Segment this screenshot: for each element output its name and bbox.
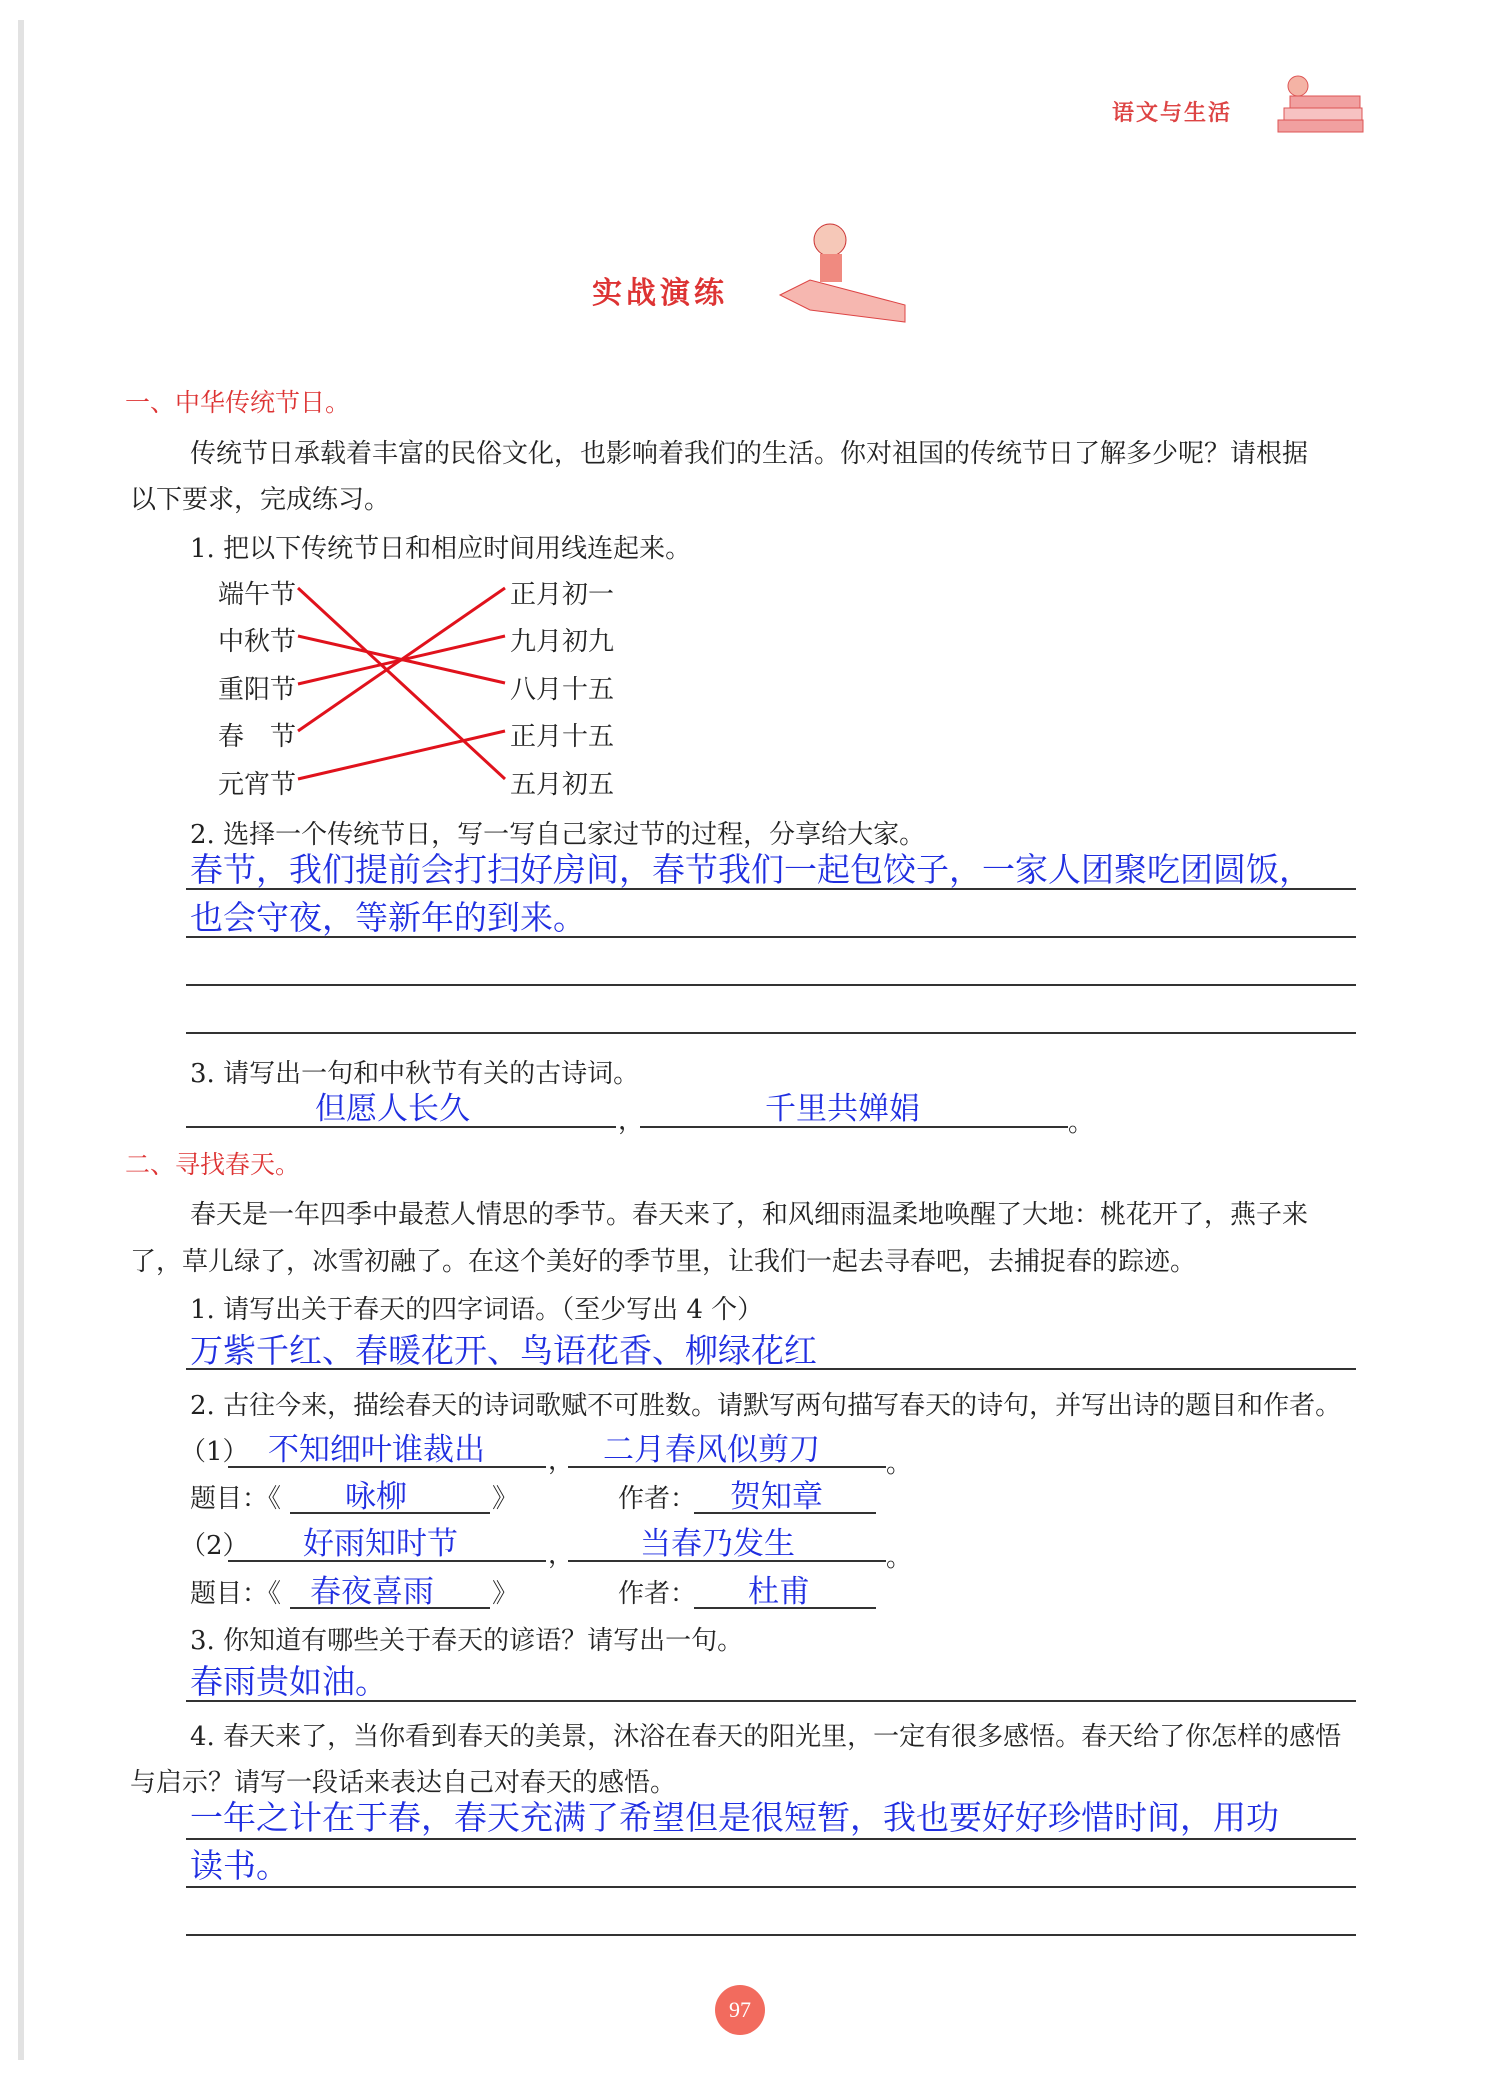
- blank-rule: [228, 1466, 546, 1468]
- blank-rule: [640, 1126, 1068, 1128]
- part1-q1: 1. 把以下传统节日和相应时间用线连起来。: [190, 534, 692, 564]
- comma: ，: [548, 1540, 575, 1570]
- title-prefix: 题目：《: [190, 1484, 282, 1514]
- period: 。: [886, 1449, 913, 1479]
- part1-heading: 一、中华传统节日。: [125, 388, 351, 417]
- page-number: 97: [715, 1985, 765, 2035]
- part2-heading: 二、寻找春天。: [125, 1150, 301, 1179]
- poem-author: 杜甫: [748, 1574, 810, 1610]
- answer-text: 但愿人长久: [315, 1091, 470, 1127]
- part1-intro-line2: 以下要求，完成练习。: [130, 485, 391, 515]
- section-title: 实战演练: [592, 276, 728, 311]
- answer-line: 也会守夜，等新年的到来。: [190, 898, 586, 937]
- matching-lines: [0, 0, 1500, 900]
- poem-author: 贺知章: [730, 1479, 823, 1515]
- poem-title: 春夜喜雨: [310, 1574, 434, 1610]
- blank-rule: [694, 1512, 876, 1514]
- answer-line: 春节，我们提前会打扫好房间，春节我们一起包饺子，一家人团聚吃团圆饭，: [190, 850, 1312, 889]
- author-label: 作者：: [618, 1484, 697, 1514]
- date-item: 正月十五: [510, 722, 615, 752]
- writing-rule: [186, 936, 1356, 938]
- writing-rule: [186, 1368, 1356, 1370]
- title-suffix: 》: [492, 1579, 519, 1609]
- part2-intro-line2: 了，草儿绿了，冰雪初融了。在这个美好的季节里，让我们一起去寻春吧，去捕捉春的踪迹。: [130, 1247, 1197, 1277]
- part1-intro-line1: 传统节日承载着丰富的民俗文化，也影响着我们的生活。你对祖国的传统节日了解多少呢？请根据: [190, 439, 1309, 469]
- comma: ，: [618, 1106, 645, 1136]
- part2-q1: 1. 请写出关于春天的四字词语。（至少写出 4 个）: [190, 1295, 764, 1325]
- comma: ，: [548, 1446, 575, 1476]
- match-line: [298, 588, 505, 731]
- poem2-number: （2）: [180, 1531, 249, 1561]
- part1-q3: 3. 请写出一句和中秋节有关的古诗词。: [190, 1059, 640, 1089]
- answer-text: 二月春风似剪刀: [603, 1432, 820, 1468]
- part2-q2: 2. 古往今来，描绘春天的诗词歌赋不可胜数。请默写两句描写春天的诗句，并写出诗的题目和作者。: [190, 1391, 1342, 1421]
- poem1-number: （1）: [180, 1437, 249, 1467]
- date-item: 八月十五: [510, 675, 615, 705]
- period: 。: [886, 1543, 913, 1573]
- writing-rule: [186, 888, 1356, 890]
- answer-text: 当春乃发生: [640, 1526, 795, 1562]
- part2-intro-line1: 春天是一年四季中最惹人情思的季节。春天来了，和风细雨温柔地唤醒了大地：桃花开了，燕子来: [190, 1200, 1309, 1230]
- part1-q2: 2. 选择一个传统节日，写一写自己家过节的过程，分享给大家。: [190, 820, 926, 850]
- writing-rule: [186, 984, 1356, 986]
- answer-line: 一年之计在于春，春天充满了希望但是很短暂，我也要好好珍惜时间，用功: [190, 1798, 1279, 1837]
- part2-q4-line1: 4. 春天来了，当你看到春天的美景，沐浴在春天的阳光里，一定有很多感悟。春天给了你怎样的感悟: [190, 1722, 1342, 1752]
- date-item: 正月初一: [510, 580, 615, 610]
- blank-rule: [290, 1607, 490, 1609]
- poem-title: 咏柳: [345, 1479, 407, 1515]
- answer-text: 不知细叶谁裁出: [268, 1432, 485, 1468]
- blank-rule: [228, 1560, 546, 1562]
- writing-rule: [186, 1700, 1356, 1702]
- header-tag: 语文与生活: [1112, 101, 1233, 126]
- festival-item: 重阳节: [218, 675, 297, 705]
- writing-rule: [186, 1032, 1356, 1034]
- writing-rule: [186, 1886, 1356, 1888]
- title-prefix: 题目：《: [190, 1579, 282, 1609]
- festival-item: 端午节: [218, 580, 297, 610]
- answer-text: 千里共婵娟: [765, 1091, 920, 1127]
- blank-rule: [694, 1607, 876, 1609]
- blank-rule: [186, 1126, 616, 1128]
- part2-q4-line2: 与启示？请写一段话来表达自己对春天的感悟。: [130, 1768, 677, 1798]
- answer-line: 春雨贵如油。: [190, 1662, 388, 1701]
- blank-rule: [568, 1560, 886, 1562]
- festival-item: 元宵节: [218, 770, 297, 800]
- festival-item: 春 节: [218, 722, 297, 752]
- match-line: [298, 731, 505, 779]
- title-suffix: 》: [492, 1484, 519, 1514]
- period: 。: [1068, 1108, 1095, 1138]
- blank-rule: [568, 1466, 886, 1468]
- answer-text: 好雨知时节: [303, 1526, 458, 1562]
- answer-line: 万紫千红、春暖花开、鸟语花香、柳绿花红: [190, 1331, 817, 1370]
- festival-item: 中秋节: [218, 627, 297, 657]
- answer-line: 读书。: [190, 1846, 289, 1885]
- blank-rule: [290, 1512, 490, 1514]
- part2-q3: 3. 你知道有哪些关于春天的谚语？请写出一句。: [190, 1626, 744, 1656]
- match-line: [298, 588, 505, 779]
- date-item: 五月初五: [510, 770, 615, 800]
- author-label: 作者：: [618, 1579, 697, 1609]
- writing-rule: [186, 1838, 1356, 1840]
- writing-rule: [186, 1934, 1356, 1936]
- date-item: 九月初九: [510, 627, 615, 657]
